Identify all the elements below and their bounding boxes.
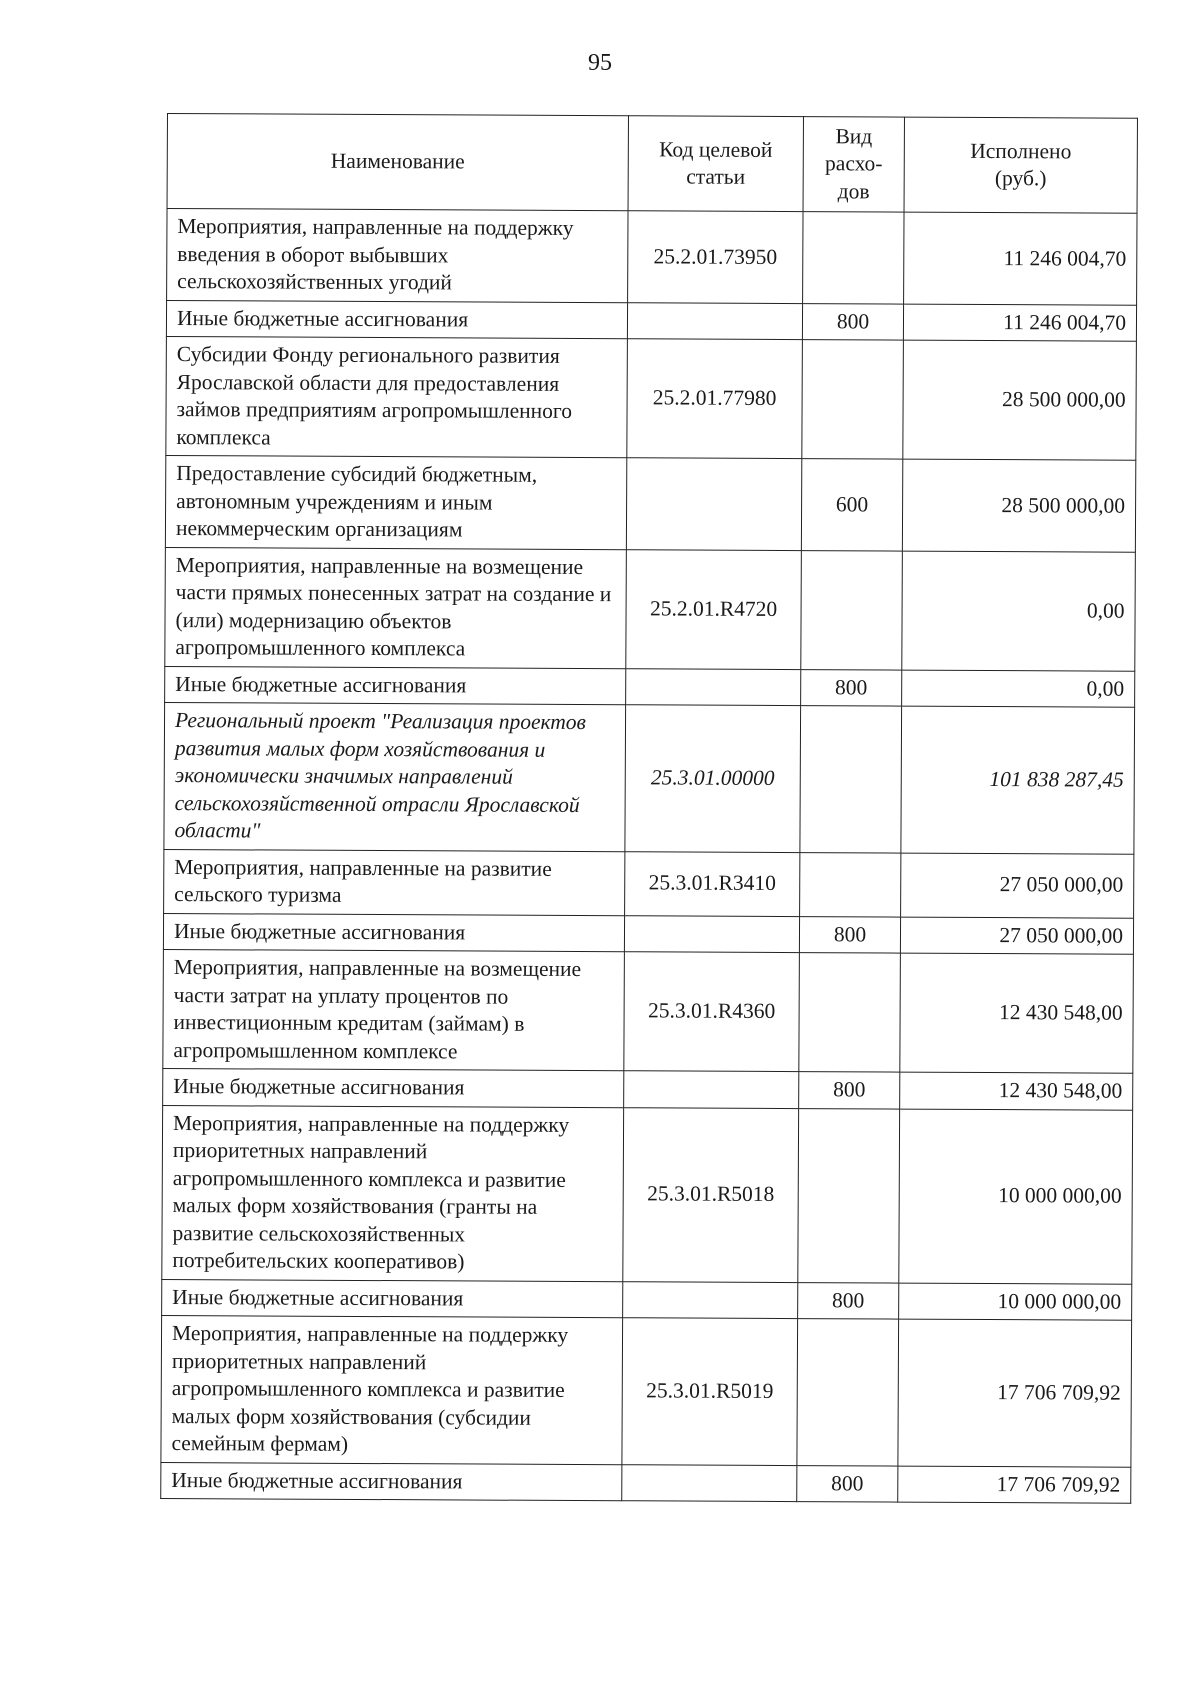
table-row <box>166 300 1136 341</box>
table-row <box>165 455 1135 551</box>
row-name: Мероприятия, направленные на поддержку приоритетных направлений агропромышленного комплекса и развитие малых форм хозяйствования (гранты на развитие сельскохозяйственных потребительских кооперативов) <box>162 1105 624 1281</box>
row-code <box>624 915 799 952</box>
row-type <box>797 1319 899 1466</box>
header-type: Вид расхо-дов <box>803 117 904 212</box>
header-name: Наименование <box>167 114 628 211</box>
table-body <box>161 209 1137 1504</box>
row-name: Иные бюджетные ассигнования <box>162 1279 623 1318</box>
row-name: Региональный проект "Реализация проектов развития малых форм хозяйствования и экономически значимых направлений сельскохозяйственной отрасли Ярославской области" <box>164 702 626 851</box>
table-row <box>163 1068 1133 1109</box>
table-row <box>165 666 1135 707</box>
table-row <box>162 1279 1132 1320</box>
row-code <box>626 458 801 550</box>
row-sum: 27 050 000,00 <box>901 853 1134 918</box>
row-sum: 10 000 000,00 <box>899 1283 1132 1321</box>
row-type <box>802 340 904 459</box>
row-name: Иные бюджетные ассигнования <box>165 666 626 705</box>
row-sum: 0,00 <box>902 551 1136 671</box>
row-sum: 27 050 000,00 <box>900 917 1133 955</box>
table-row <box>161 1462 1131 1503</box>
row-code <box>627 302 802 339</box>
row-type: 800 <box>797 1465 898 1502</box>
row-name: Иные бюджетные ассигнования <box>166 300 627 339</box>
row-sum: 11 246 004,70 <box>903 304 1136 342</box>
row-sum: 12 430 548,00 <box>900 1072 1133 1110</box>
table-row <box>164 702 1135 853</box>
table-row <box>163 949 1134 1073</box>
row-type <box>800 852 901 916</box>
row-sum: 17 706 709,92 <box>898 1319 1132 1467</box>
row-sum: 28 500 000,00 <box>902 459 1135 552</box>
row-sum: 28 500 000,00 <box>903 340 1137 460</box>
row-code <box>624 1071 799 1108</box>
row-type: 800 <box>798 1282 899 1319</box>
row-type <box>801 550 903 669</box>
row-code: 25.3.01.R3410 <box>625 851 800 916</box>
row-sum: 11 246 004,70 <box>904 212 1137 305</box>
row-name: Предоставление субсидий бюджетным, автономным учреждениям и иным некоммерческим организациям <box>165 455 626 549</box>
header-code: Код целевой статьи <box>628 116 803 212</box>
row-sum: 101 838 287,45 <box>901 706 1135 854</box>
row-name: Иные бюджетные ассигнования <box>161 1462 622 1501</box>
row-type: 800 <box>802 303 903 340</box>
row-code: 25.3.01.R5019 <box>622 1318 798 1465</box>
row-name: Мероприятия, направленные на поддержку введения в оборот выбывших сельскохозяйственных угодий <box>167 209 628 303</box>
row-code: 25.3.01.00000 <box>625 705 801 852</box>
table-row <box>161 1315 1132 1466</box>
row-sum: 10 000 000,00 <box>899 1109 1133 1284</box>
row-name: Субсидии Фонду регионального развития Ярославской области для предоставления займов предприятиям агропромышленного комплекса <box>166 336 628 457</box>
row-type <box>800 706 902 853</box>
table-row <box>165 547 1136 671</box>
row-type: 600 <box>801 459 902 551</box>
row-name: Мероприятия, направленные на поддержку приоритетных направлений агропромышленного комплекса и развитие малых форм хозяйствования (субсидии семейным фермам) <box>161 1315 623 1464</box>
budget-execution-table <box>160 113 1138 1504</box>
row-type: 800 <box>799 916 900 953</box>
row-type: 800 <box>801 669 902 706</box>
page-number: 95 <box>588 50 612 76</box>
row-name: Иные бюджетные ассигнования <box>163 913 624 952</box>
table-row <box>164 849 1134 918</box>
row-name: Мероприятия, направленные на возмещение части прямых понесенных затрат на создание и (или) модернизацию объектов агропромышленного комплекса <box>165 547 627 668</box>
row-code: 25.2.01.77980 <box>627 339 803 459</box>
table-row <box>162 1105 1133 1284</box>
row-code <box>622 1464 797 1501</box>
header-sum: Исполнено (руб.) <box>904 117 1137 213</box>
row-code <box>623 1281 798 1318</box>
row-name: Иные бюджетные ассигнования <box>163 1068 624 1107</box>
row-name: Мероприятия, направленные на развитие сельского туризма <box>164 849 625 915</box>
row-code <box>626 668 801 705</box>
row-sum: 0,00 <box>902 670 1135 708</box>
table-row <box>163 913 1133 954</box>
row-name: Мероприятия, направленные на возмещение части затрат на уплату процентов по инвестиционным кредитам (займам) в агропромышленном комплексе <box>163 949 625 1070</box>
row-type <box>798 1108 900 1282</box>
row-type <box>803 212 904 304</box>
row-sum: 12 430 548,00 <box>900 953 1134 1073</box>
row-code: 25.3.01.R5018 <box>623 1107 799 1282</box>
row-type: 800 <box>799 1072 900 1109</box>
row-sum: 17 706 709,92 <box>898 1466 1131 1504</box>
row-type <box>799 953 901 1072</box>
table-header-row <box>167 114 1137 214</box>
row-code: 25.3.01.R4360 <box>624 952 800 1072</box>
table-row <box>167 209 1137 305</box>
table-row <box>166 336 1137 460</box>
row-code: 25.2.01.R4720 <box>626 549 802 669</box>
row-code: 25.2.01.73950 <box>628 211 803 303</box>
